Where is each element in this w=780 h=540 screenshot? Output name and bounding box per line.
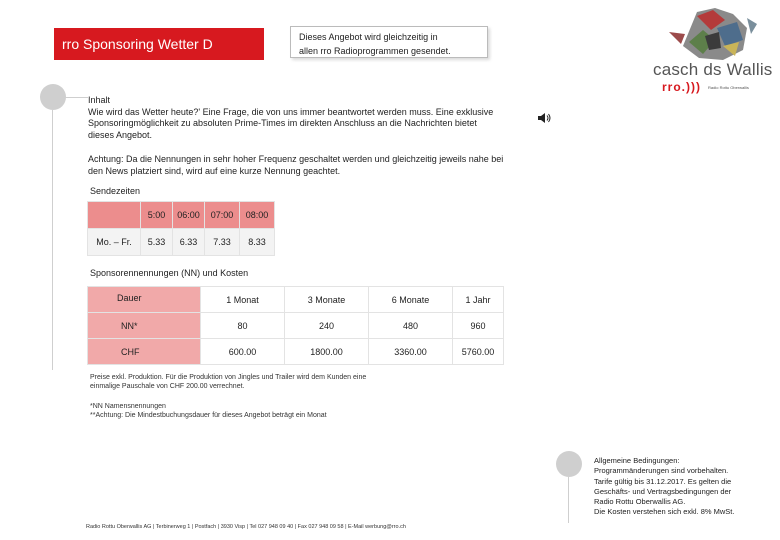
costs-label-cell: CHF xyxy=(88,339,201,365)
airtimes-cell: 6.33 xyxy=(173,229,205,256)
airtimes-header-cell: 06:00 xyxy=(173,202,205,229)
notice-line-2: allen rro Radioprogrammen gesendet. xyxy=(299,46,451,56)
attention-line-2: den News platziert sind, wird auf eine kurze Nennung geachtet. xyxy=(88,165,341,176)
speaker-icon[interactable] xyxy=(537,112,551,124)
costs-label-cell: Dauer xyxy=(88,287,201,313)
airtimes-table xyxy=(87,201,275,256)
intro-block xyxy=(88,95,538,141)
bottom-divider-line xyxy=(568,477,569,523)
airtimes-header-cell: 07:00 xyxy=(205,202,240,229)
attention-line-1: Achtung: Da die Nennungen in sehr hoher Frequenz geschaltet werden und gleichzeitig jeweils nahe bei xyxy=(88,154,504,164)
price-note-line-2: einmalige Pauschale von CHF 200.00 verrechnet. xyxy=(90,383,245,390)
costs-cell: 3360.00 xyxy=(369,339,453,365)
logo-tagline: Radio Rottu Oberwallis xyxy=(708,85,749,90)
costs-row xyxy=(88,339,504,365)
costs-cell: 5760.00 xyxy=(453,339,504,365)
costs-cell: 480 xyxy=(369,313,453,339)
costs-cell: 80 xyxy=(201,313,285,339)
airtimes-header-cell: 5:00 xyxy=(141,202,173,229)
bullet-circle-bottom xyxy=(556,451,582,477)
intro-line-2: Sponsoringmöglichkeit zu absoluten Prime-Times im direkten Anschluss an die Nachrichten bietet xyxy=(88,118,477,128)
costs-row xyxy=(88,287,504,313)
costs-table xyxy=(87,286,504,365)
footer-contact: Radio Rottu Oberwallis AG | Terbinerweg 1 | Postfach | 3930 Visp | Tel 027 948 09 40 | Fax 027 948 09 58 | E-Mail werbung@rro.ch xyxy=(86,524,406,530)
intro-line-1: Wie wird das Wetter heute?' Eine Frage, die von uns immer beantwortet werden muss. Eine exklusive xyxy=(88,106,494,117)
notice-line-1: Dieses Angebot wird gleichzeitig in xyxy=(299,32,438,42)
costs-cell: 3 Monate xyxy=(285,287,369,313)
price-notes xyxy=(90,373,430,391)
conditions-line-1: Allgemeine Bedingungen: xyxy=(594,456,680,465)
footnotes xyxy=(90,402,430,420)
left-divider-line xyxy=(52,110,53,370)
costs-label-cell: NN* xyxy=(88,313,201,339)
airtimes-corner-cell xyxy=(88,202,141,229)
rro-logo-text: rro.))) xyxy=(662,80,701,94)
airtimes-header-row xyxy=(88,202,275,229)
airtimes-heading: Sendezeiten xyxy=(90,186,141,196)
airtimes-row xyxy=(88,229,275,256)
footnote-2: **Achtung: Die Mindestbuchungsdauer für dieses Angebot beträgt ein Monat xyxy=(90,412,327,419)
broadcast-notice xyxy=(290,26,488,58)
page-title: rro Sponsoring Wetter D xyxy=(54,28,264,60)
footnote-1: *NN Namensnennungen xyxy=(90,403,166,410)
conditions-line-3: Tarife gültig bis 31.12.2017. Es gelten die xyxy=(594,476,732,486)
airtimes-cell: 5.33 xyxy=(141,229,173,256)
conditions-line-4: Geschäfts- und Vertragsbedingungen der xyxy=(594,486,732,496)
costs-cell: 1 Jahr xyxy=(453,287,504,313)
costs-cell: 6 Monate xyxy=(369,287,453,313)
collage-shapes xyxy=(669,8,757,60)
costs-heading: Sponsorennennungen (NN) und Kosten xyxy=(90,268,249,278)
attention-block xyxy=(88,154,568,177)
conditions-line-6: Die Kosten verstehen sich exkl. 8% MwSt. xyxy=(594,507,735,517)
airtimes-header-cell: 08:00 xyxy=(240,202,275,229)
top-connector-line xyxy=(58,97,88,98)
conditions-line-5: Radio Rottu Oberwallis AG. xyxy=(594,497,686,507)
conditions-line-2: Programmänderungen sind vorbehalten. xyxy=(594,466,729,476)
general-conditions xyxy=(594,456,770,518)
wallis-collage-logo xyxy=(663,6,763,64)
costs-cell: 1 Monat xyxy=(201,287,285,313)
costs-cell: 1800.00 xyxy=(285,339,369,365)
costs-cell: 240 xyxy=(285,313,369,339)
costs-cell: 600.00 xyxy=(201,339,285,365)
costs-row xyxy=(88,313,504,339)
airtimes-cell: 7.33 xyxy=(205,229,240,256)
airtimes-day-cell: Mo. – Fr. xyxy=(88,229,141,256)
brand-name: casch ds Wallis xyxy=(653,60,773,79)
price-note-line-1: Preise exkl. Produktion. Für die Produktion von Jingles und Trailer wird dem Kunden eine xyxy=(90,374,367,381)
intro-heading: Inhalt xyxy=(88,95,111,105)
airtimes-cell: 8.33 xyxy=(240,229,275,256)
costs-cell: 960 xyxy=(453,313,504,339)
intro-line-3: dieses Angebot. xyxy=(88,129,153,140)
